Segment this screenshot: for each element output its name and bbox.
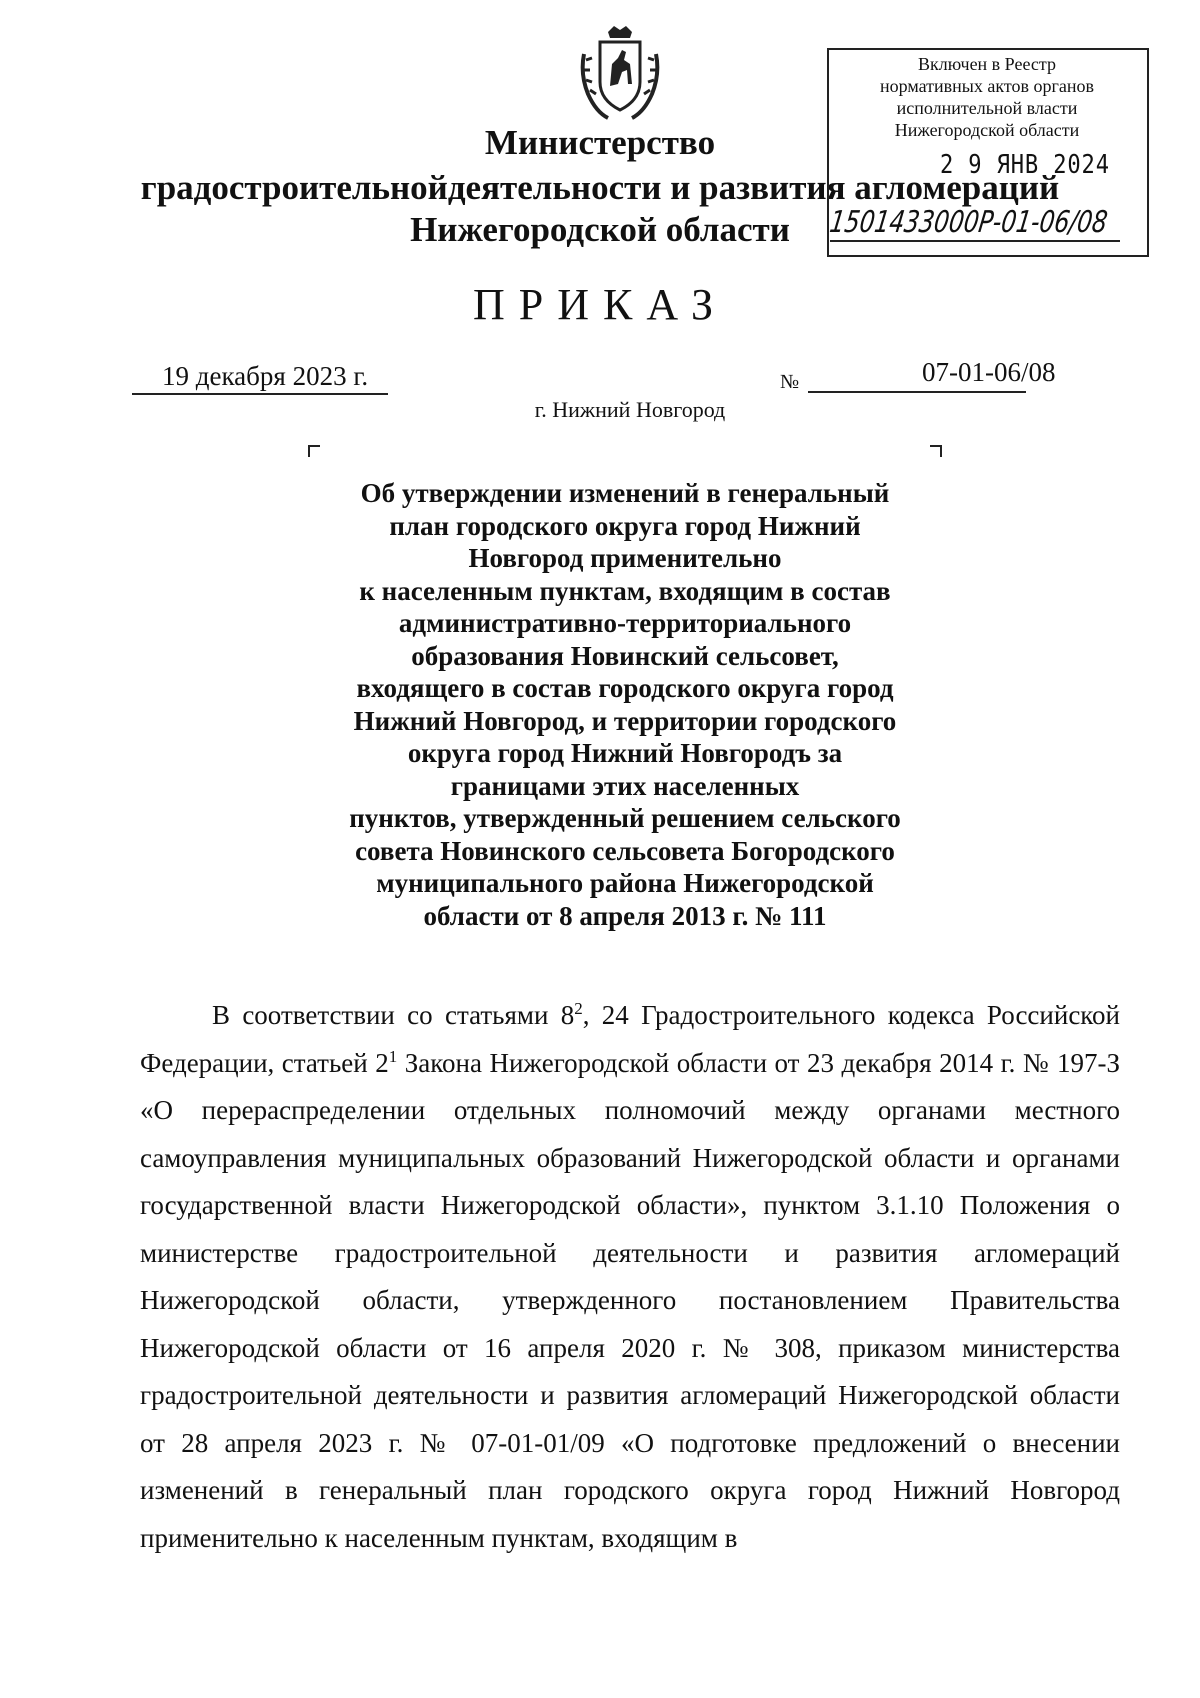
body-text-segment: Закона Нижегородской области от 23 декабря 2014 г. № 197-З «О перераспределении отдельных полномочий между органами местного самоуправления муниципальных образований Нижегородской области и органами государственной власти Нижегородской области», пунктом 3.1.10 Положения о министерстве градостроительной деятельности и развития агломераций Нижегородской области, утвержденного постановлением Правительства Нижегородской области от 16 апреля 2020 г. № 308, приказом министерства градостроительной деятельности и развития агломераций Нижегородской области от 28 апреля 2023 г. № 07-01-01/09 «О подготовке предложений о внесении изменений в генеральный план городского округа город Нижний Новгород применительно к населенным пунктам, входящим в xyxy=(140,1047,1120,1553)
body-text-segment: , 24 Градостроительного кодекса Российской Федерации, статьей 2 xyxy=(140,1000,1120,1078)
body-superscript: 1 xyxy=(388,1046,398,1066)
number-sign: № xyxy=(780,371,800,393)
stamp-text-line: нормативных актов органов xyxy=(879,76,1094,96)
subject-line: план городского округа город Нижний xyxy=(389,510,861,541)
stamp-text-line: Нижегородской области xyxy=(894,120,1080,140)
ministry-title-line-3: Нижегородской области xyxy=(410,210,790,249)
body-text-segment: В соответствии со статьями 8 xyxy=(212,1000,575,1030)
subject-line: границами этих населенных xyxy=(450,770,800,801)
subject-line: Об утверждении изменений в генеральный xyxy=(360,478,890,508)
order-subject xyxy=(320,477,930,932)
stamp-registration-number: 1501433000Р-01-06/08 xyxy=(827,205,1110,240)
date-underline xyxy=(132,393,388,395)
subject-line: образования Новинский сельсовет, xyxy=(411,640,839,671)
subject-line: пунктов, утвержденный решением сельского xyxy=(349,803,901,833)
subject-line: Нижний Новгород, и территории городского xyxy=(353,705,897,736)
subject-line: муниципального района Нижегородской xyxy=(376,868,874,898)
body-paragraph xyxy=(140,992,1120,1562)
stamp-date: 2 9 ЯНВ 2024 xyxy=(940,150,1110,180)
subject-line: входящего в состав городского округа город xyxy=(356,673,894,703)
number-underline xyxy=(808,391,1026,393)
subject-line: области от 8 апреля 2013 г. № 111 xyxy=(423,900,827,931)
stamp-text-line: исполнительной власти xyxy=(896,98,1078,118)
corner-mark-left xyxy=(308,445,320,457)
order-city: г. Нижний Новгород xyxy=(534,397,726,422)
stamp-underline xyxy=(830,240,1120,242)
coat-of-arms-emblem xyxy=(578,24,662,124)
body-superscript: 2 xyxy=(574,999,583,1018)
order-body xyxy=(140,992,1120,1562)
subject-line: совета Новинского сельсовета Богородского xyxy=(355,835,895,866)
order-date: 19 декабря 2023 г. xyxy=(162,361,369,391)
subject-line: округа город Нижний Новгородъ за xyxy=(407,738,843,768)
corner-mark-right xyxy=(930,445,942,457)
ministry-title-line-1: Министерство xyxy=(484,123,716,162)
stamp-text-line: Включен в Реестр xyxy=(918,54,1056,74)
subject-line: административно-территориального xyxy=(398,608,852,638)
order-number: 07-01-06/08 xyxy=(922,357,1056,387)
order-title: ПРИКАЗ xyxy=(472,280,728,329)
subject-line: к населенным пунктам, входящим в состав xyxy=(359,575,891,606)
ministry-title-line-2: градостроительнойдеятельности и развития агломераций xyxy=(140,168,1060,207)
subject-line: Новгород применительно xyxy=(468,543,782,573)
